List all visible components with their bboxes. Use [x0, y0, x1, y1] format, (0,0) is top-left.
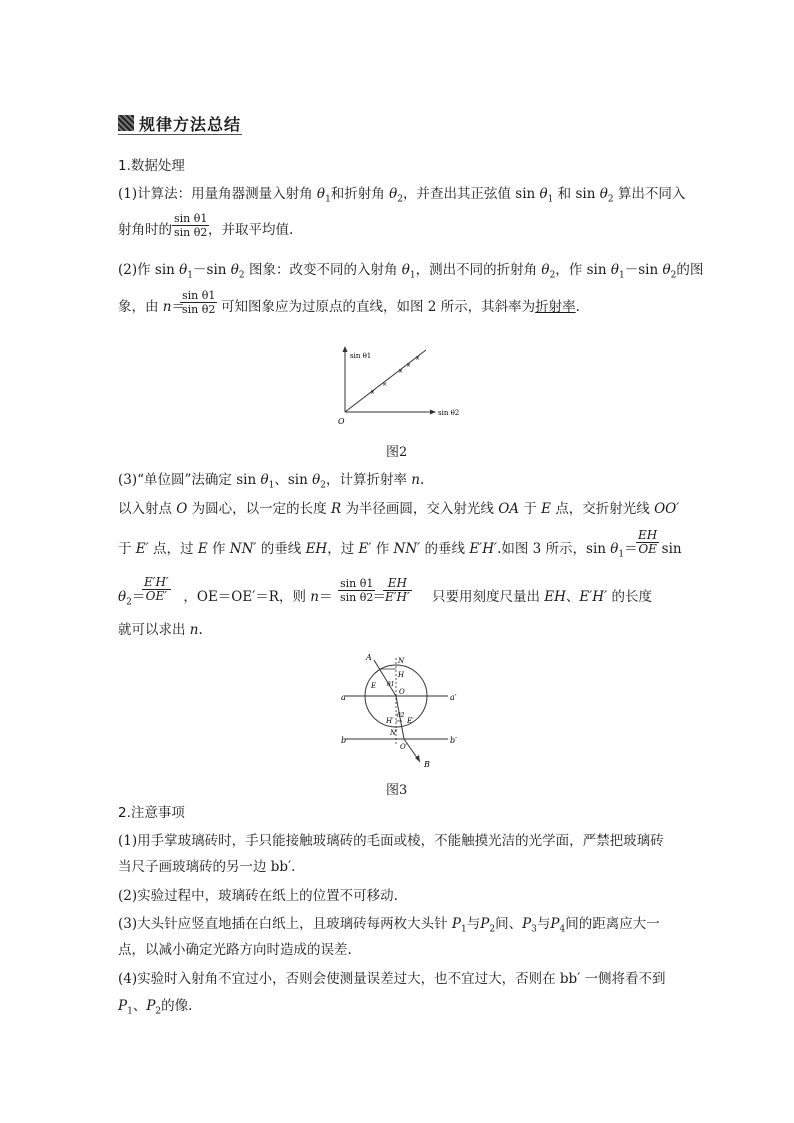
para-unit-circle-5: 就可以求出 n.: [118, 622, 203, 638]
fraction-sin-ratio: $\frac{\text{sin θ1}}{\text{sin θ2}}$: [174, 212, 208, 239]
section-marker-icon: [118, 115, 134, 131]
figure-3-diagram: [330, 650, 470, 770]
precaution-4-cont: $P_1$、$P_2$的像.: [118, 998, 193, 1017]
fraction-EH-prime-OE-prime: $\frac{E'H'}{OE'}$: [144, 575, 169, 603]
data-point-2: ×: [382, 381, 388, 388]
data-point-4: ×: [406, 362, 412, 369]
precaution-3: (3)大头针应竖直地插在白纸上，且玻璃砖每两枚大头针 $P_1$与$P_2$间、$P_3$与$P_4$间的距离应大一: [118, 916, 660, 935]
fraction-EH-OE: $\frac{EH}{OE}$: [638, 528, 658, 556]
fraction-n-ratio: $\frac{\text{sin θ1}}{\text{sin θ2}}$: [182, 289, 216, 316]
para-graph-method-2: 象，由 n＝ 可知图象应为过原点的直线，如图 2 所示，其斜率为折射率.: [118, 299, 580, 315]
figure-2-graph: [330, 340, 460, 430]
precaution-1-cont: 当尺子画玻璃砖的另一边 bb′.: [118, 859, 296, 875]
fraction-n-sin-ratio: $\frac{\text{sin θ1}}{\text{sin θ2}}$: [340, 577, 374, 604]
label-a: a: [341, 693, 346, 702]
label-H-prime: H′: [386, 717, 394, 725]
label-B: B: [424, 760, 430, 769]
label-a-prime: a′: [450, 693, 457, 702]
data-point-5: ×: [415, 355, 421, 362]
label-O: O: [399, 688, 405, 696]
x-axis-label: sin θ2: [438, 409, 460, 417]
label-E: E: [371, 682, 377, 690]
precaution-3-cont: 点，以减小确定光路方向时造成的误差.: [118, 942, 352, 958]
para-unit-circle: (3)“单位圆”法确定 $\sin \theta_1$、$\sin \theta_2$，计算折射率 n.: [118, 472, 425, 491]
section-title: 规律方法总结: [139, 115, 242, 134]
label-b-prime: b′: [450, 736, 457, 745]
para-calc-method-2: 射角时的 ，并取平均值.: [118, 222, 294, 238]
section-header: [118, 112, 242, 136]
precaution-2: (2)实验过程中，玻璃砖在纸上的位置不可移动.: [118, 888, 398, 904]
section-underline: [118, 134, 242, 135]
data-point-1: ×: [370, 389, 376, 396]
data-point-3: ×: [398, 368, 404, 375]
label-A: A: [366, 653, 372, 662]
origin-label: O: [338, 417, 345, 426]
label-theta2: θ2: [397, 712, 405, 719]
heading-precautions: 2.注意事项: [118, 805, 185, 821]
label-E-prime: E′: [407, 717, 414, 725]
y-axis-arrow: [343, 346, 348, 352]
label-N-prime: N′: [390, 729, 398, 737]
precaution-1: (1)用手掌玻璃砖时，手只能接触玻璃砖的毛面或棱，不能触摸光洁的光学面，严禁把玻璃砖: [118, 833, 664, 849]
para-unit-circle-3: 于 E′ 点，过 E 作 NN′ 的垂线 EH，过 E′ 作 NN′ 的垂线 E′H′.如图 3 所示，$\sin \theta_1= \sin$: [118, 541, 682, 560]
fraction-EH-over-EH-prime: $\frac{EH}{E'H'}$: [385, 576, 410, 604]
figure-3-caption: 图3: [386, 783, 408, 798]
para-unit-circle-2: 以入射点 O 为圆心，以一定的长度 R 为半径画圆，交入射光线 OA 于 E 点，交折射光线 OO′: [118, 501, 680, 517]
figure-2-caption: 图2: [386, 445, 408, 460]
para-graph-method: (2)作 $\sin \theta_1-\sin$ $\theta_2$ 图象：改变不同的入射角 $\theta_1$，测出不同的折射角 $\theta_2$，作 $\sin \theta_1-\sin$ $\theta_2$的图: [118, 262, 704, 281]
slope-term: 折射率: [535, 299, 576, 315]
label-theta1: θ1: [387, 681, 395, 688]
label-b: b: [341, 736, 347, 745]
para-calc-method: (1)计算法：用量角器测量入射角 $\theta_1$和折射角 $\theta_2$，并查出其正弦值 $\sin \theta_1$ 和 $\sin \theta_2$ 算出不同入: [118, 186, 686, 205]
heading-data-processing: 1.数据处理: [118, 158, 185, 174]
label-H: H: [398, 671, 405, 679]
x-axis-arrow: [430, 410, 436, 415]
y-axis-label: sin θ1: [350, 352, 372, 360]
label-O-prime: O′: [400, 743, 408, 751]
precaution-4: (4)实验时入射角不宜过小，否则会使测量误差过大，也不宜过大，否则在 bb′ 一侧将看不到: [118, 971, 666, 987]
label-N: N: [398, 657, 405, 665]
para-unit-circle-4: $\theta_2=$ ，OE＝OE′＝R，则 n＝ ＝ 只要用刻度尺量出 EH、E′H′ 的长度: [118, 589, 652, 608]
